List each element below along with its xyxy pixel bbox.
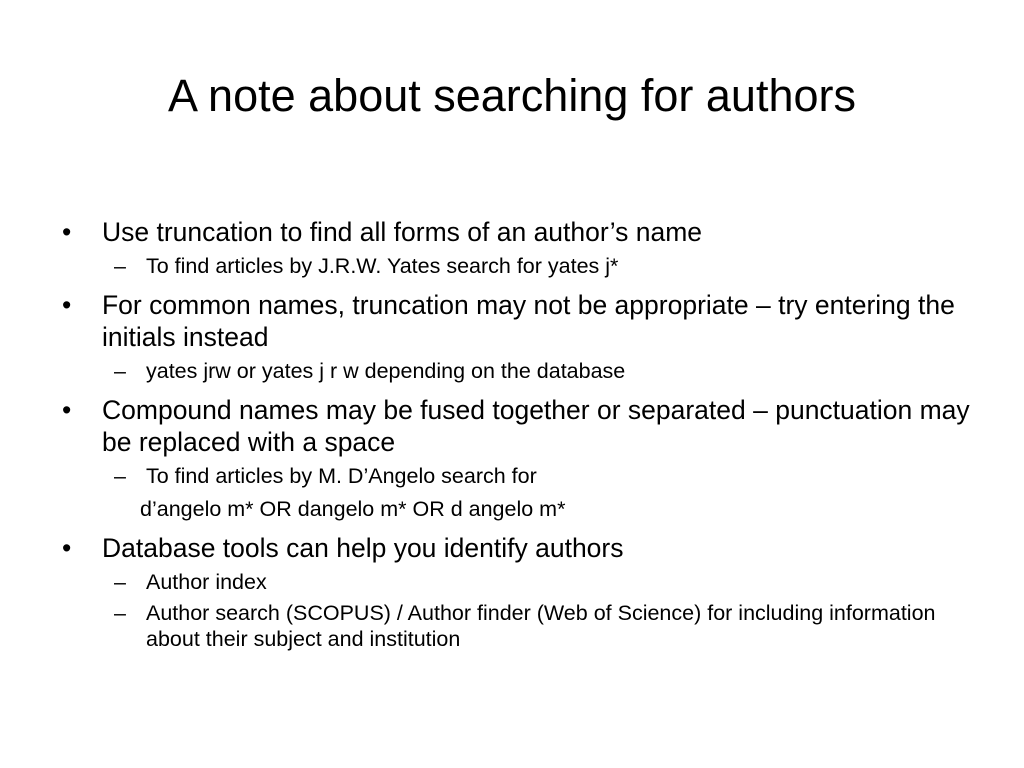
sub-item (62, 463, 982, 489)
bullet-item-database-tools (62, 532, 982, 564)
sub-item (62, 600, 982, 652)
bullet-text: For common names, truncation may not be appropriate – try entering the initials instead (102, 290, 955, 352)
bullet-icon: • (62, 290, 72, 320)
bullet-icon: • (62, 533, 72, 563)
sub-item (62, 569, 982, 595)
sub-item-text: Author index (146, 570, 267, 594)
sub-item-text: Author search (SCOPUS) / Author finder (Web of Science) for including information about their subject and institution (146, 601, 936, 651)
bullet-item-common-names (62, 289, 982, 353)
sub-item (62, 358, 982, 384)
dash-icon: – (114, 464, 126, 488)
sub-item-text: To find articles by J.R.W. Yates search for yates j* (146, 254, 619, 278)
search-example-line: d’angelo m* OR dangelo m* OR d angelo m* (140, 497, 566, 521)
dash-icon: – (114, 359, 126, 383)
bullet-list (62, 216, 982, 652)
slide-title: A note about searching for authors (168, 70, 856, 121)
dash-icon: – (114, 570, 126, 594)
bullet-text: Database tools can help you identify authors (102, 533, 624, 563)
bullet-icon: • (62, 217, 72, 247)
bullet-text: Compound names may be fused together or separated – punctuation may be replaced with a space (102, 395, 970, 457)
bullet-item-compound-names (62, 394, 982, 458)
bullet-item-truncation (62, 216, 982, 248)
dash-icon: – (114, 254, 126, 278)
sub-item-text: yates jrw or yates j r w depending on the database (146, 359, 626, 383)
bullet-icon: • (62, 395, 72, 425)
bullet-text: Use truncation to find all forms of an author’s name (102, 217, 703, 247)
sub-item (62, 253, 982, 279)
sub-item-text: To find articles by M. D’Angelo search for (146, 464, 537, 488)
dash-icon: – (114, 601, 126, 625)
